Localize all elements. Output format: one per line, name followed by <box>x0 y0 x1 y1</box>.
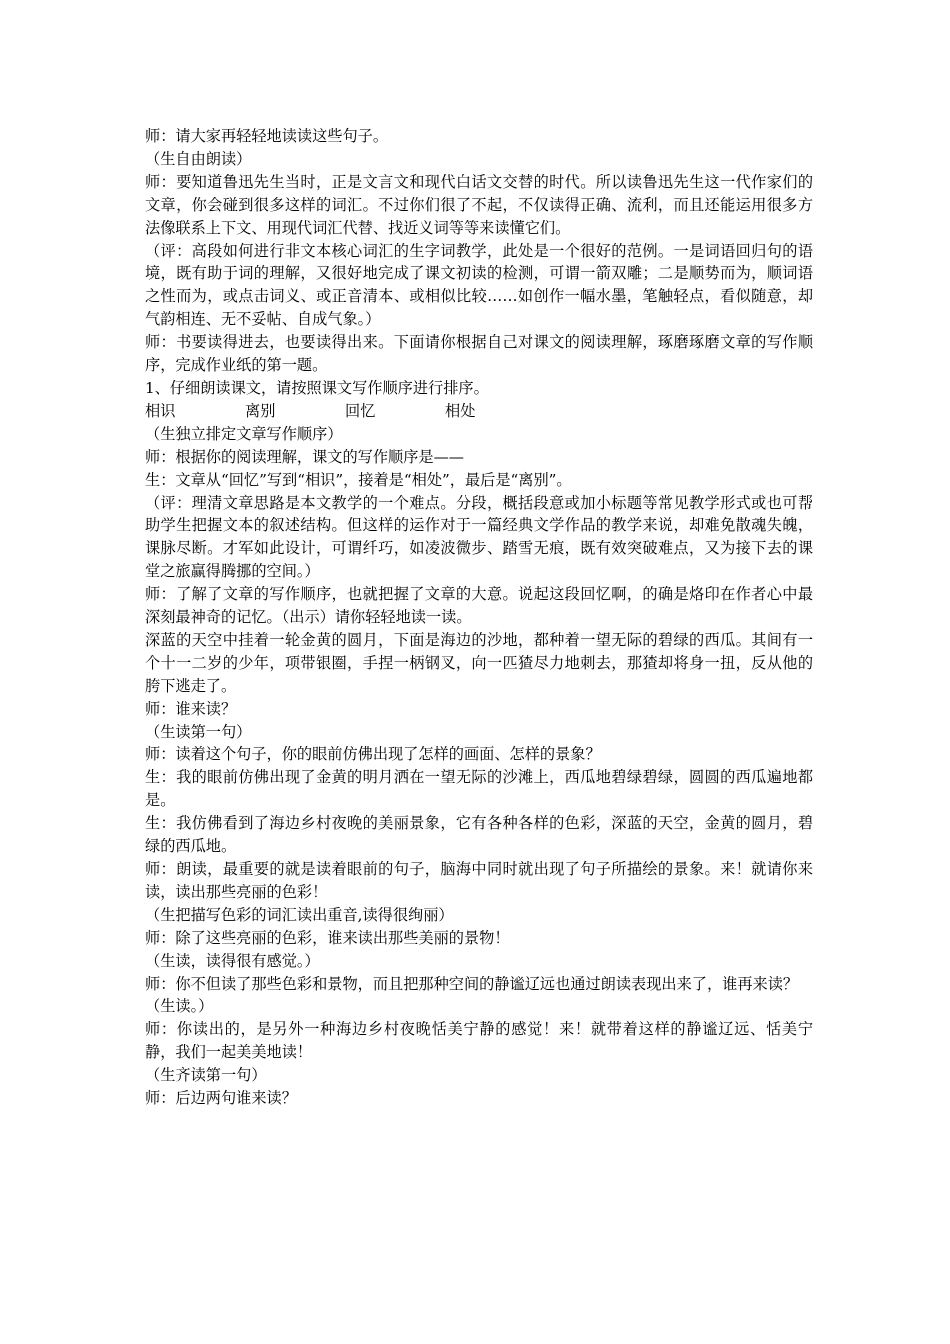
question-heading: 1、仔细朗读课文，请按照课文写作顺序进行排序。 <box>145 378 489 397</box>
paragraph: 师：除了这些亮丽的色彩，谁来读出那些美丽的景物！ <box>145 928 510 947</box>
paragraph: （生独立排定文章写作顺序） <box>145 424 343 443</box>
order-option: 相识 <box>145 401 176 420</box>
order-option: 相处 <box>445 401 476 420</box>
paragraph: 师：了解了文章的写作顺序，也就把握了文章的大意。说起这段回忆啊，的确是烙印在作者心中最深刻最神奇的记忆。（出示）请你轻轻地读一读。 <box>145 585 813 627</box>
paragraph: （生读。） <box>145 997 214 1016</box>
paragraph: （生把描写色彩的词汇读出重音,读得很绚丽） <box>145 905 454 924</box>
paragraph: 师：你读出的，是另外一种海边乡村夜晚恬美宁静的感觉！来！就带着这样的静谧辽远、恬美宁静，我们一起美美地读！ <box>145 1020 813 1062</box>
paragraph: 师：你不但读了那些色彩和景物，而且把那种空间的静谧辽远也通过朗读表现出来了，谁再来读？ <box>145 974 799 993</box>
paragraph: （生读第一句） <box>145 722 252 741</box>
order-option: 回忆 <box>345 401 376 420</box>
paragraph: 师：后边两句谁来读？ <box>145 1089 297 1108</box>
order-options <box>145 400 813 423</box>
paragraph: 师：谁来读？ <box>145 699 237 718</box>
paragraph: 师：朗读，最重要的就是读着眼前的句子，脑海中同时就出现了句子所描绘的景象。来！就请你来读，读出那些亮丽的色彩！ <box>145 860 813 901</box>
order-option: 离别 <box>245 401 276 420</box>
paragraph: 师：根据你的阅读理解，课文的写作顺序是—— <box>145 447 464 466</box>
paragraph: （评：理清文章思路是本文教学的一个难点。分段，概括段意或加小标题等常见教学形式或也可帮助学生把握文本的叙述结构。但这样的运作对于一篇经典文学作品的教学来说，却难免散魂失魄，课脉尽断。才军如此设计，可谓纤巧，如凌波微步、踏雪无痕，既有效突破难点，又为接下去的课堂之旅赢得腾挪的空间。） <box>145 493 813 581</box>
paragraph: 师：读着这个句子，你的眼前仿佛出现了怎样的画面、怎样的景象？ <box>145 745 601 764</box>
paragraph: 师：请大家再轻轻地读读这些句子。 <box>145 127 388 145</box>
paragraph: 师：书要读得进去，也要读得出来。下面请你根据自己对课文的阅读理解，琢磨琢磨文章的写作顺序，完成作业纸的第一题。 <box>145 333 813 375</box>
paragraph: （生齐读第一句） <box>145 1066 267 1085</box>
paragraph: 师：要知道鲁迅先生当时，正是文言文和现代白话文交替的时代。所以读鲁迅先生这一代作家们的文章，你会碰到很多这样的词汇。不过你们很了不起，不仅读得正确、流利，而且还能运用很多方法像联系上下文、用现代词汇代替、找近义词等等来读懂它们。 <box>145 172 813 237</box>
document-page <box>145 125 813 1110</box>
paragraph: （生自由朗读） <box>145 149 252 168</box>
paragraph: 生：我的眼前仿佛出现了金黄的明月洒在一望无际的沙滩上，西瓜地碧绿碧绿，圆圆的西瓜遍地都是。 <box>145 768 813 810</box>
paragraph: 生：我仿佛看到了海边乡村夜晚的美丽景象，它有各种各样的色彩，深蓝的天空，金黄的圆月，碧绿的西瓜地。 <box>145 814 813 856</box>
paragraph: （生读，读得很有感觉。） <box>145 951 320 970</box>
paragraph: （评：高段如何进行非文本核心词汇的生字词教学，此处是一个很好的范例。一是词语回归句的语境，既有助于词的理解，又很好地完成了课文初读的检测，可谓一箭双雕；二是顺势而为，顺词语之性而为，或点击词义、或正音清本、或相似比较……如创作一幅水墨，笔触轻点，看似随意，却气韵相连、无不妥帖、自成气象。） <box>145 241 813 329</box>
quoted-passage: 深蓝的天空中挂着一轮金黄的圆月，下面是海边的沙地，都种着一望无际的碧绿的西瓜。其间有一个十一二岁的少年，项带银圈，手捏一柄钢叉，向一匹猹尽力地刺去，那猹却将身一扭，反从他的胯下逃走了。 <box>145 630 813 695</box>
paragraph: 生：文章从“回忆”写到“相识”，接着是“相处”，最后是“离别”。 <box>145 470 572 489</box>
